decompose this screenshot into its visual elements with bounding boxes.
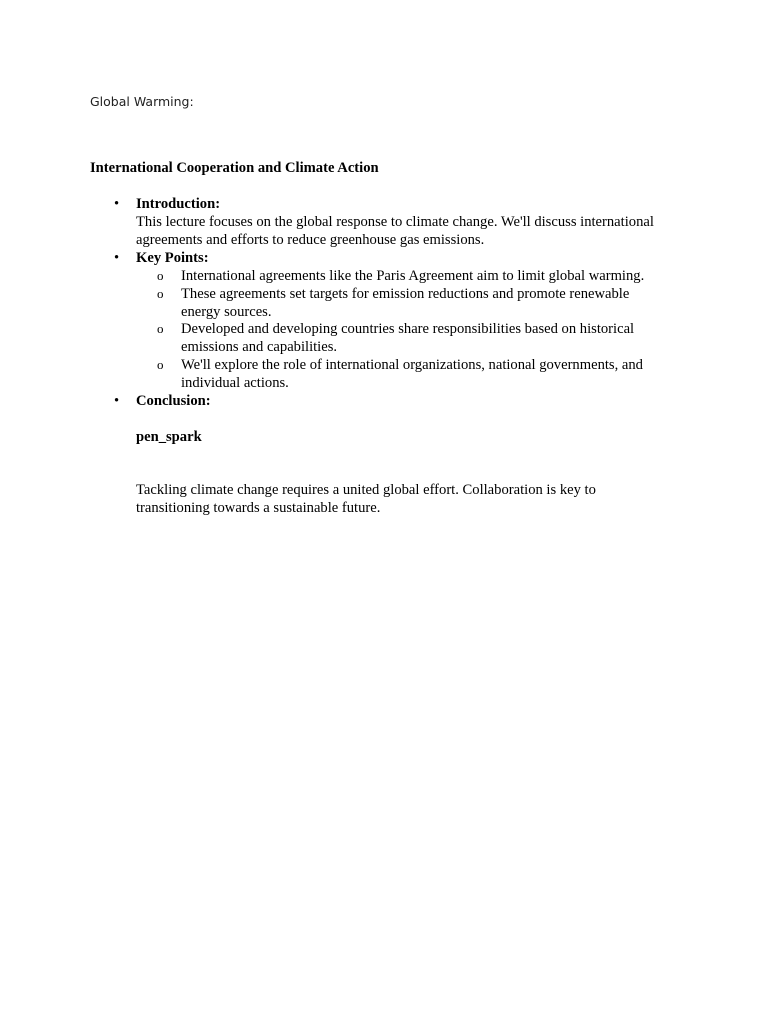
bullet-marker: • [114, 250, 120, 266]
sub-bullet-marker: o [157, 357, 164, 372]
key-point-item: Developed and developing countries share responsibilities based on historical emissions and capabilities. [181, 321, 635, 355]
bullet-marker: • [114, 196, 120, 212]
pen-spark-icon: pen_spark [136, 429, 202, 445]
key-points-label: Key Points: [136, 250, 209, 266]
sub-bullet-marker: o [157, 268, 164, 283]
introduction-text: This lecture focuses on the global response to climate change. We'll discuss international agreements and efforts to reduce greenhouse gas emissions. [136, 214, 654, 248]
document-title: Global Warming: [90, 94, 194, 109]
bullet-marker: • [114, 393, 120, 409]
key-point-item: We'll explore the role of international organizations, national governments, and individual actions. [181, 357, 643, 391]
sub-bullet-marker: o [157, 286, 164, 301]
sub-bullet-marker: o [157, 321, 164, 336]
section-heading: International Cooperation and Climate Action [90, 160, 379, 176]
key-point-item: International agreements like the Paris Agreement aim to limit global warming. [181, 268, 645, 284]
conclusion-text: Tackling climate change requires a united global effort. Collaboration is key to transitioning towards a sustainable future. [136, 482, 596, 516]
conclusion-label: Conclusion: [136, 393, 211, 409]
introduction-label: Introduction: [136, 196, 221, 212]
key-point-item: These agreements set targets for emission reductions and promote renewable energy sources. [181, 286, 630, 320]
